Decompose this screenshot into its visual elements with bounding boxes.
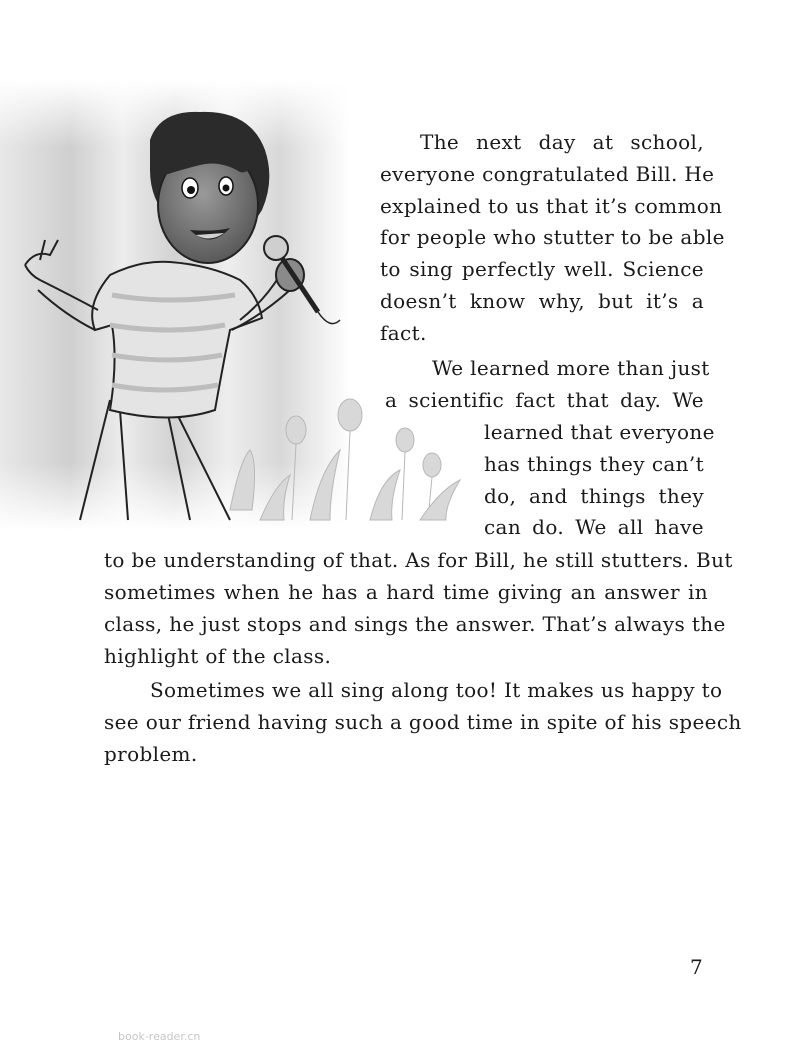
text-line: do, and things they [484, 484, 704, 508]
text-line: for people who stutter to be able [380, 225, 725, 249]
text-line: sometimes when he has a hard time giving an answer in [104, 580, 708, 604]
text-line: Sometimes we all sing along too! It makes us happy to [150, 678, 723, 702]
text-line: everyone congratulated Bill. He [380, 162, 715, 186]
watermark: book-reader.cn [118, 1030, 201, 1043]
text-line: to be understanding of that. As for Bill, he still stutters. But [104, 548, 733, 572]
text-line: highlight of the class. [104, 644, 332, 668]
text-line: The next day at school, [420, 130, 704, 154]
text-line: explained to us that it’s common [380, 194, 723, 218]
text-line: to sing perfectly well. Science [380, 257, 704, 281]
text-line: a scientific fact that day. We [385, 388, 704, 412]
text-line: fact. [380, 321, 427, 345]
text-line: We learned more than just [432, 356, 710, 380]
page-number: 7 [690, 955, 703, 979]
text-line: has things they can’t [484, 452, 704, 476]
text-line: problem. [104, 742, 198, 766]
text-line: learned that everyone [484, 420, 715, 444]
text-line: see our friend having such a good time in spite of his speech [104, 710, 742, 734]
text-line: doesn’t know why, but it’s a [380, 289, 704, 313]
text-line: can do. We all have [484, 515, 704, 539]
text-line: class, he just stops and sings the answer. That’s always the [104, 612, 726, 636]
